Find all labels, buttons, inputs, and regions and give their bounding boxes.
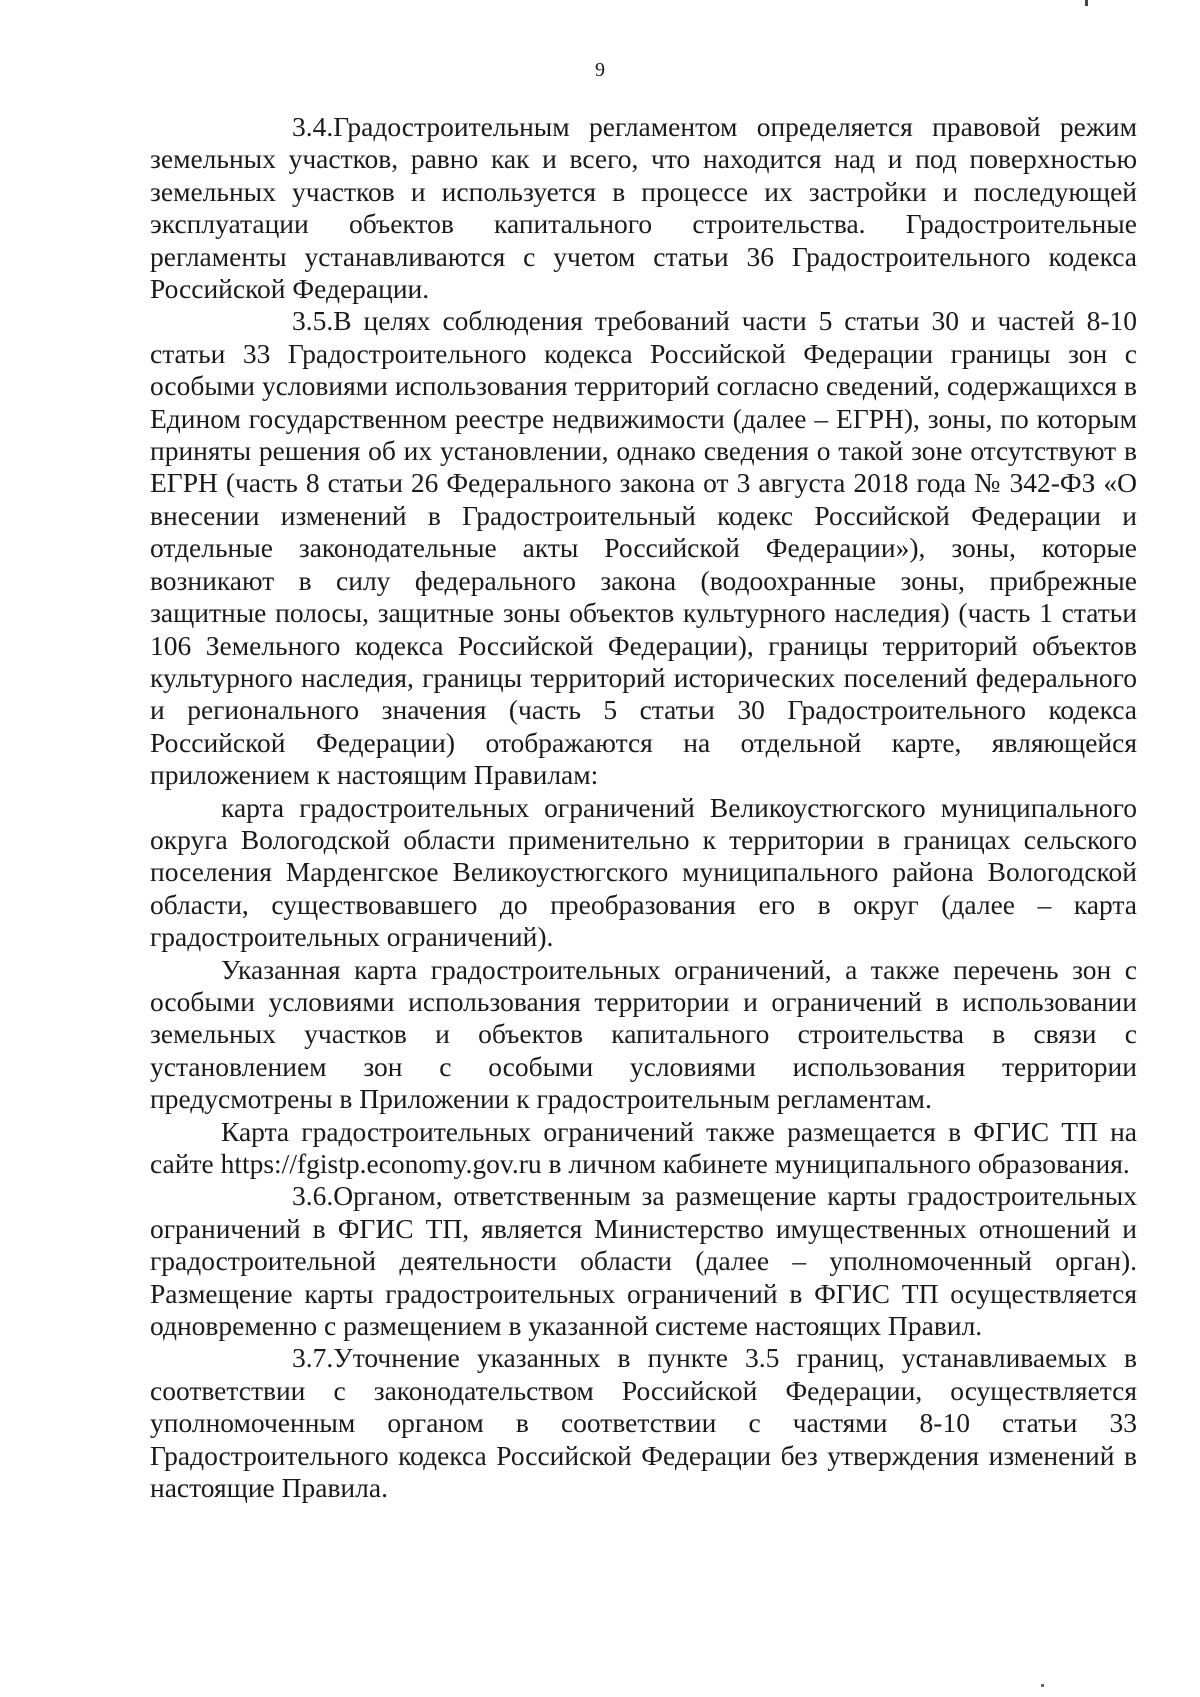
clause-number: 3.5.: [292, 305, 334, 337]
clause-number: 3.6.: [292, 1180, 334, 1212]
page-number: 9: [595, 59, 605, 81]
paragraph-text: Указанная карта градостроительных ограничений, а также перечень зон с особыми условиями использования территории и ограничений в использовании земельных участков и объектов капитального строительства в связи с установлением зон с особыми условиями использования территории предусмотрены в Приложении к градостроительным регламентам.: [150, 953, 1137, 1115]
paragraph-text: Уточнение указанных в пункте 3.5 границ, устанавливаемых в соответствии с законодательством Российской Федерации, осуществляется уполномоченным органом в соответствии с частями 8-10 статьи 33 Градостроительного кодекса Российской Федерации без утверждения изменений в настоящие Правила.: [150, 1342, 1137, 1504]
clause-number: 3.4.: [292, 111, 334, 142]
paragraph-3-4: [150, 111, 1137, 305]
paragraph-map-appendix: [150, 954, 1137, 1116]
paragraph-text: карта градостроительных ограничений Великоустюгского муниципального округа Вологодской области применительно к территории в границах сельского поселения Марденгское Великоустюгского муниципального района Вологодской области, существовавшего до преобразования его в округ (далее – карта градостроительных ограничений).: [150, 791, 1137, 953]
paragraph-map-description: [150, 792, 1137, 954]
clause-number: 3.7.: [292, 1342, 334, 1374]
paragraph-text: Органом, ответственным за размещение карты градостроительных ограничений в ФГИС ТП, является Министерство имущественных отношений и градостроительной деятельности области (далее – уполномоченный орган). Размещение карты градостроительных ограничений в ФГИС ТП осуществляется одновременно с размещением в указанной системе настоящих Правил.: [150, 1180, 1137, 1342]
scan-mark: [1085, 0, 1088, 6]
paragraph-text: Градостроительным регламентом определяется правовой режим земельных участков, равно как и всего, что находится над и под поверхностью земельных участков и используется в процессе их застройки и последующей эксплуатации объектов капитального строительства. Градостроительные регламенты устанавливаются с учетом статьи 36 Градостроительного кодекса Российской Федерации.: [150, 111, 1137, 305]
paragraph-3-6: [150, 1180, 1137, 1342]
paragraph-3-5: [150, 305, 1137, 791]
paragraph-3-7: [150, 1342, 1137, 1504]
paragraph-map-fgis: [150, 1116, 1137, 1181]
paragraph-text: Карта градостроительных ограничений также размещается в ФГИС ТП на сайте https://fgistp.economy.gov.ru в личном кабинете муниципального образования.: [150, 1115, 1137, 1179]
paragraph-text: В целях соблюдения требований части 5 статьи 30 и частей 8-10 статьи 33 Градостроительного кодекса Российской Федерации границы зон с особыми условиями использования территорий согласно сведений, содержащихся в Едином государственном реестре недвижимости (далее – ЕГРН), зоны, по которым приняты решения об их установлении, однако сведения о такой зоне отсутствуют в ЕГРН (часть 8 статьи 26 Федерального закона от 3 августа 2018 года № 342-ФЗ «О внесении изменений в Градостроительный кодекс Российской Федерации и отдельные законодательные акты Российской Федерации»), зоны, которые возникают в силу федерального закона (водоохранные зоны, прибрежные защитные полосы, защитные зоны объектов культурного наследия) (часть 1 статьи 106 Земельного кодекса Российской Федерации), границы территорий объектов культурного наследия, границы территорий исторических поселений федерального и регионального значения (часть 5 статьи 30 Градостроительного кодекса Российской Федерации) отображаются на отдельной карте, являющейся приложением к настоящим Правилам:: [150, 305, 1137, 791]
document-body: [150, 111, 1137, 1504]
scan-mark: [1041, 1684, 1044, 1687]
